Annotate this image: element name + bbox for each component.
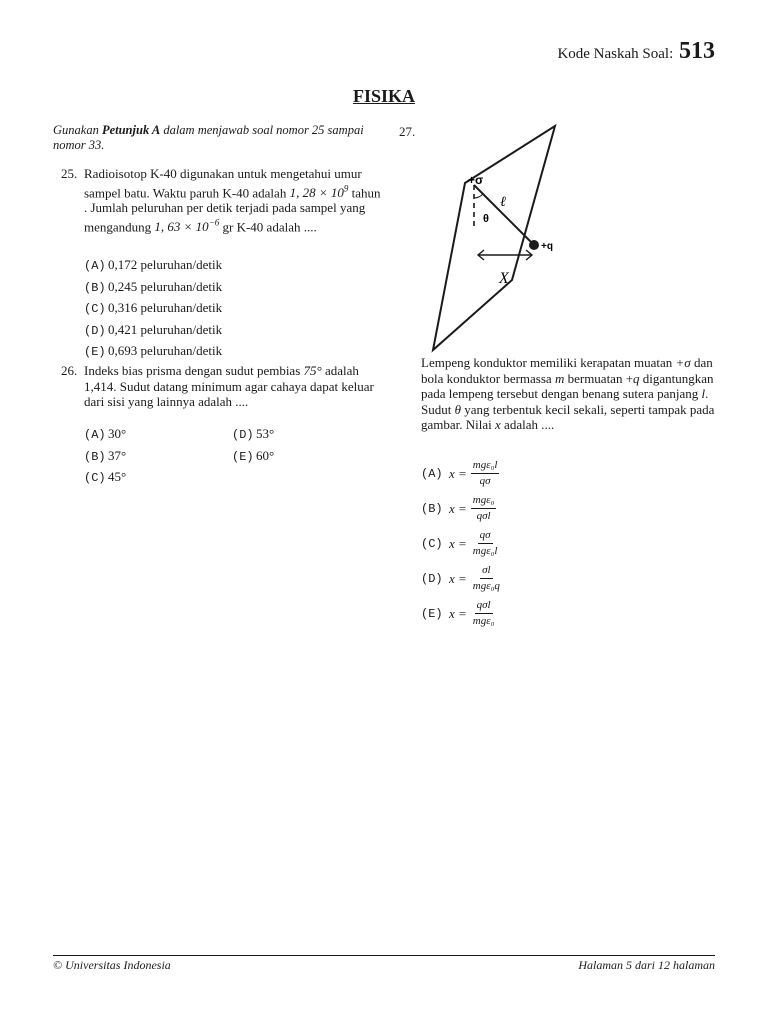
question-27-options: [421, 456, 502, 631]
option[interactable]: [84, 467, 126, 489]
q27-theta: θ: [454, 401, 461, 417]
option-letter: (A): [84, 428, 106, 442]
option-letter: (C): [84, 302, 106, 316]
q27-t3: bermuatan +: [567, 370, 634, 386]
numerator: qσl: [475, 599, 493, 614]
q25-halflife-base: 1, 28 × 10: [289, 184, 344, 200]
q25-mass-base: 1, 63 × 10: [154, 219, 209, 235]
numerator: σl: [480, 564, 492, 579]
fraction: [471, 529, 500, 558]
option[interactable]: [232, 424, 274, 446]
question-25-options: [84, 255, 222, 363]
conductor-plate: [433, 126, 555, 350]
q27-t7: adalah ....: [504, 417, 555, 432]
denominator: qσ: [479, 475, 491, 487]
option-text: 53°: [256, 426, 275, 441]
instruction-bold: Petunjuk A: [101, 123, 161, 137]
exam-code-number: 513: [679, 38, 715, 64]
footer-copyright: © Universitas Indonesia: [53, 958, 171, 972]
option[interactable]: [84, 341, 222, 363]
instruction-post: dalam menjawab soal nomor 25 sampai nomor 33.: [53, 123, 364, 152]
q27-t6: yang terbentuk kecil sekali, seperti tampak pada gambar. Nilai: [421, 401, 715, 432]
label-theta: θ: [483, 213, 489, 225]
option-letter: (D): [232, 428, 254, 442]
q26-line2: adalah 1,414. Sudut datang minimum agar cahaya dapat keluar dari sisi yang lainnya adalah ....: [84, 363, 374, 409]
charged-plate-figure: [420, 118, 570, 353]
q26-line1: Indeks bias prisma dengan sudut pembias: [84, 363, 301, 378]
fraction: [471, 564, 502, 593]
instruction-pre: Gunakan: [53, 123, 99, 137]
numerator: qσ: [478, 529, 493, 544]
option-text: 0,693 peluruhan/detik: [108, 343, 223, 358]
option[interactable]: [421, 491, 502, 526]
option[interactable]: [421, 456, 502, 491]
q25-line1: Radioisotop K-40 digunakan untuk mengetahui umur sampel batu. Waktu paruh K-40 adalah: [84, 166, 362, 200]
fraction: [471, 494, 497, 523]
option[interactable]: [421, 526, 502, 561]
fraction: [471, 459, 500, 488]
option[interactable]: [421, 561, 502, 596]
q27-m: m: [554, 370, 565, 386]
option-lhs: x =: [449, 535, 467, 551]
q25-line2: tahun . Jumlah peluruhan per detik terjadi pada sampel yang mengandung: [84, 184, 381, 235]
option-text: 0,316 peluruhan/detik: [108, 300, 223, 315]
option-lhs: x =: [449, 605, 467, 621]
option[interactable]: [84, 320, 222, 342]
option-text: 45°: [108, 469, 127, 484]
question-27-number: 27.: [399, 124, 416, 139]
q27-t5: . Sudut: [421, 386, 709, 417]
charged-ball: [529, 240, 539, 250]
option-letter: (C): [421, 536, 443, 551]
angle-arc: [474, 194, 483, 198]
denominator: mgε₀: [472, 615, 495, 627]
subject-title: FISIKA: [352, 86, 415, 106]
fraction: [471, 599, 497, 628]
question-25-number: 25.: [61, 166, 78, 181]
instruction: [53, 123, 383, 153]
option[interactable]: [84, 277, 222, 299]
option-lhs: x =: [449, 570, 467, 586]
label-plus-q: +q: [541, 241, 553, 252]
footer-page-number: Halaman 5 dari 12 halaman: [578, 958, 715, 972]
q27-q: q: [633, 370, 640, 386]
option-text: 37°: [108, 447, 127, 463]
q27-t2: dan bola konduktor bermassa: [421, 355, 713, 386]
question-25-text: [84, 166, 384, 235]
denominator: mgε₀l: [472, 545, 498, 557]
option[interactable]: [84, 446, 126, 468]
q27-t4: digantungkan pada lempeng tersebut dengan benang sutera panjang: [421, 370, 714, 401]
q25-mass-exp: −6: [208, 217, 220, 228]
q26-angle: 75°: [303, 363, 322, 378]
option-letter: (D): [421, 571, 443, 586]
option[interactable]: [84, 424, 126, 446]
question-26-options-right: [232, 424, 274, 467]
q27-sigma: +σ: [675, 355, 691, 370]
numerator: mgε₀: [471, 494, 497, 509]
option-letter: (A): [84, 259, 106, 273]
option-text: 0,172 peluruhan/detik: [108, 257, 223, 272]
exam-code: [557, 38, 715, 65]
option-text: 30°: [108, 426, 127, 441]
denominator: mgε₀q: [472, 580, 500, 592]
q25-mass: [154, 219, 219, 234]
option-text: 60°: [256, 447, 275, 463]
q27-t1: Lempeng konduktor memiliki kerapatan muatan: [421, 355, 673, 370]
option-letter: (E): [421, 606, 443, 621]
option-letter: (D): [84, 323, 106, 338]
option[interactable]: [84, 255, 222, 277]
label-plus-sigma: +σ: [468, 173, 484, 187]
footer-divider: [53, 955, 715, 956]
denominator: qσl: [476, 510, 491, 522]
option[interactable]: [421, 596, 502, 631]
option-letter: (B): [421, 501, 443, 516]
q25-halflife-exp: 9: [343, 183, 349, 194]
label-ell: ℓ: [500, 195, 506, 210]
option-letter: (E): [84, 345, 106, 359]
option[interactable]: [232, 446, 274, 468]
option-letter: (E): [232, 449, 254, 464]
q27-x: x: [495, 417, 501, 432]
exam-code-label: Kode Naskah Soal:: [557, 46, 674, 62]
option-letter: (B): [84, 449, 106, 464]
option-lhs: x =: [449, 500, 467, 516]
question-26-text: [84, 363, 384, 410]
option-letter: (C): [84, 471, 106, 485]
question-27-text: [421, 355, 721, 433]
option-text: 0,421 peluruhan/detik: [108, 321, 223, 337]
option-text: 0,245 peluruhan/detik: [108, 278, 223, 294]
option[interactable]: [84, 298, 222, 320]
numerator: mgε₀l: [471, 459, 500, 474]
q27-l: l: [701, 386, 706, 401]
q25-halflife: [290, 185, 349, 200]
option-lhs: x =: [449, 465, 467, 481]
q25-line3: gr K-40 adalah ....: [222, 219, 317, 235]
question-26-options-left: [84, 424, 126, 489]
option-letter: (A): [421, 466, 443, 481]
label-x: X: [499, 270, 509, 287]
question-26-number: 26.: [61, 363, 78, 378]
option-letter: (B): [84, 280, 106, 295]
